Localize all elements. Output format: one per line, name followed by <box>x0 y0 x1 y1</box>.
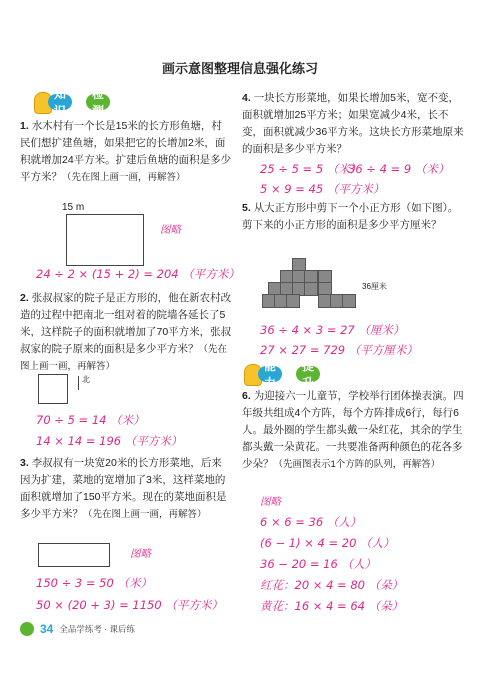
garden-rectangle <box>38 543 110 567</box>
page-number: 34 <box>40 622 54 636</box>
question-text: 张叔叔家的院子是正方形的，他在新农村改造的过程中把南北一组对着的院墙各延长了5米，这样院子的面积就增加了70平方米，张叔叔家的院子原来的面积是多少平方米？ <box>20 292 232 355</box>
answer-line: 27 × 27 = 729 （平方厘米） <box>260 343 418 357</box>
figure-dimension-label: 36厘米 <box>362 282 387 291</box>
answer-line: (6 − 1) × 4 = 20 （人） <box>260 536 395 550</box>
question-number: 6. <box>242 390 251 402</box>
question-note: （先在图上画一画，再解答） <box>83 509 207 520</box>
question-number: 4. <box>242 92 251 104</box>
question-4 <box>242 90 464 158</box>
question-note: （先画图表示1个方阵的队列，再解答） <box>273 459 441 470</box>
book-title: 全品学练考 · 课后练 <box>59 624 135 634</box>
question-text: 为迎接六一儿童节，学校举行团体操表演。四年级共组成4个方阵，每个方阵排成6行，每行6人。最外圈的学生都头戴一朵红花，其余的学生都头戴一朵黄花。一共要准备两种颜色的花各多少朵？ <box>242 390 464 470</box>
footer <box>20 622 135 636</box>
pond-rectangle <box>66 214 144 266</box>
answer-line: 黄花：16 × 4 = 64 （朵） <box>260 599 404 613</box>
question-6 <box>242 388 464 473</box>
north-arrow-icon <box>78 376 79 390</box>
question-number: 5. <box>242 202 251 214</box>
answer-line: 6 × 6 = 36 （人） <box>260 515 362 529</box>
answer-line: 36 − 20 = 16 （人） <box>260 557 376 571</box>
question-number: 3. <box>20 457 29 469</box>
mascot-icon <box>20 622 34 636</box>
section-badge-part1: 能力 <box>258 366 282 382</box>
north-label: 北 <box>82 375 90 384</box>
question-text: 从大正方形中剪下一个小正方形（如下图）。剪下来的小正方形的面积是多少平方厘米？ <box>242 202 459 231</box>
answer-line: 红花：20 × 4 = 80 （朵） <box>260 578 404 592</box>
question-2 <box>20 290 232 375</box>
answer-line: 50 × (20 + 3) = 1150 （平方米） <box>36 598 223 612</box>
question-5 <box>242 200 464 234</box>
section-badge-part2: 检测 <box>86 94 110 110</box>
figure-omitted-tag: 图略 <box>160 224 181 236</box>
answer-line: 25 ÷ 5 = 5 （米） <box>260 162 362 176</box>
page-title: 画示意图整理信息强化练习 <box>161 61 318 76</box>
squares-figure <box>262 258 372 318</box>
question-3 <box>20 455 232 523</box>
section-badge-part2: 提升 <box>296 366 320 382</box>
figure-label: 15 m <box>62 202 85 213</box>
question-1 <box>20 118 232 186</box>
figure-omitted-tag: 图略 <box>260 496 281 508</box>
answer-line: 150 ÷ 3 = 50 （米） <box>36 576 152 590</box>
question-number: 2. <box>20 292 29 304</box>
section-badge-part1: 知识 <box>48 94 72 110</box>
answer-line: 36 ÷ 4 = 9 （米） <box>348 162 450 176</box>
answer-line: 5 × 9 = 45 （平方米） <box>260 182 385 196</box>
figure-omitted-tag: 图略 <box>130 548 151 560</box>
answer-line: 24 ÷ 2 × (15 + 2) = 204 （平方米） <box>36 267 240 281</box>
question-note: （先在图上画一画，再解答） <box>62 172 186 183</box>
question-text: 水木村有一个长是15米的长方形鱼塘，村民们想扩建鱼塘，如果把它的长增加2米，面积就增加24平方米。扩建后鱼塘的面积是多少平方米？ <box>20 120 232 183</box>
answer-line: 70 ÷ 5 = 14 （米） <box>36 413 145 427</box>
question-note: （先在图上画一画，再解答） <box>20 344 228 372</box>
answer-line: 36 ÷ 4 × 3 = 27 （厘米） <box>260 323 405 337</box>
question-number: 1. <box>20 120 29 132</box>
question-text: 一块长方形菜地，如果长增加5米，宽不变，面积就增加25平方米；如果宽减少4米，长不变，面积就减少36平方米。这块长方形菜地原来的面积是多少平方米？ <box>242 92 464 155</box>
question-text: 李叔叔有一块宽20米的长方形菜地，后来因为扩建，菜地的宽增加了3米，这样菜地的面积就增加了150平方米。现在的菜地面积是多少平方米？ <box>20 457 227 520</box>
answer-line: 14 × 14 = 196 （平方米） <box>36 434 183 448</box>
yard-square <box>38 374 68 404</box>
